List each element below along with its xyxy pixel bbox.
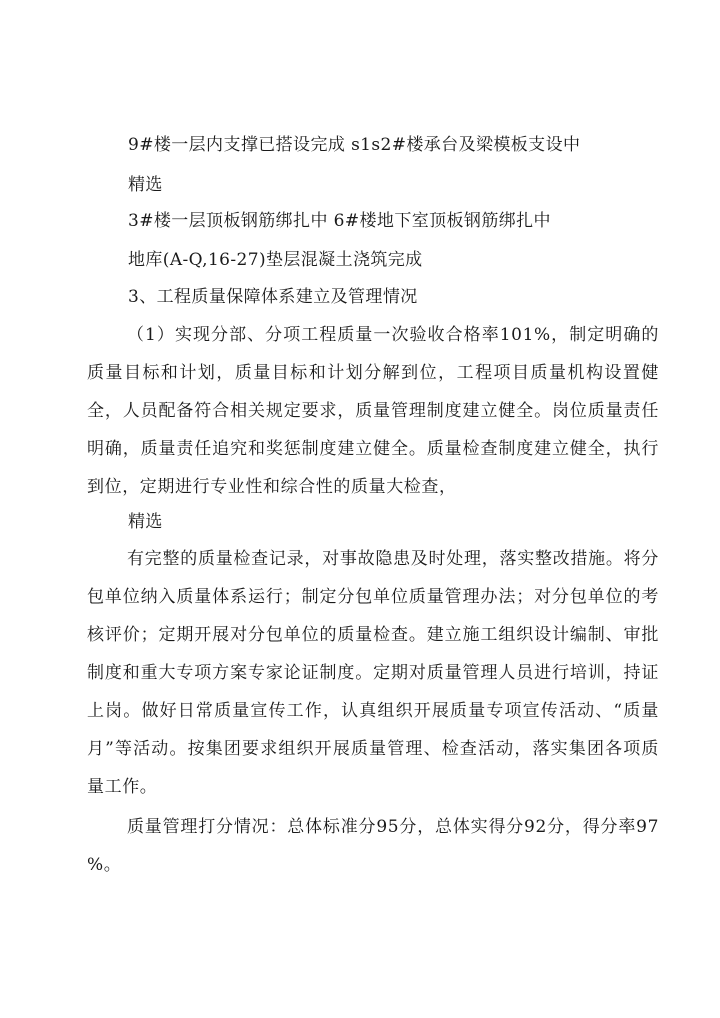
progress-line-2: 3#楼一层顶板钢筋绑扎中 6#楼地下室顶板钢筋绑扎中 <box>128 211 551 231</box>
section-heading: 3、工程质量保障体系建立及管理情况 <box>128 287 418 307</box>
paragraph-quality-score: 质量管理打分情况：总体标准分95分，总体实得分92分，得分率97 %。 <box>87 817 659 875</box>
watermark-label: 精选 <box>128 175 163 195</box>
progress-line-3: 地库(A-Q,16-27)垫层混凝土浇筑完成 <box>128 250 423 270</box>
paragraph-quality-system: （1）实现分部、分项工程质量一次验收合格率101%，制定明确的质量目标和计划，质量目标和计划分解到位，工程项目质量机构设置健全，人员配备符合相关规定要求，质量管理制度建立健全。岗位质量责任明确，质量责任追究和奖惩制度建立健全。质量检查制度建立健全，执行到位，定期进行专业性和综合性的质量大检查， <box>87 325 659 497</box>
paragraph-quality-inspection: 有完整的质量检查记录，对事故隐患及时处理，落实整改措施。将分包单位纳入质量体系运行；制定分包单位质量管理办法；对分包单位的考核评价；定期开展对分包单位的质量检查。建立施工组织设计编制、审批制度和重大专项方案专家论证制度。定期对质量管理人员进行培训，持证上岗。做好日常质量宣传工作，认真组织开展质量专项宣传活动、“质量月”等活动。按集团要求组织开展质量管理、检查活动，落实集团各项质量工作。 <box>87 549 659 797</box>
watermark-label-2: 精选 <box>128 512 163 532</box>
progress-line-1: 9#楼一层内支撑已搭设完成 s1s2#楼承台及梁模板支设中 <box>128 135 581 155</box>
